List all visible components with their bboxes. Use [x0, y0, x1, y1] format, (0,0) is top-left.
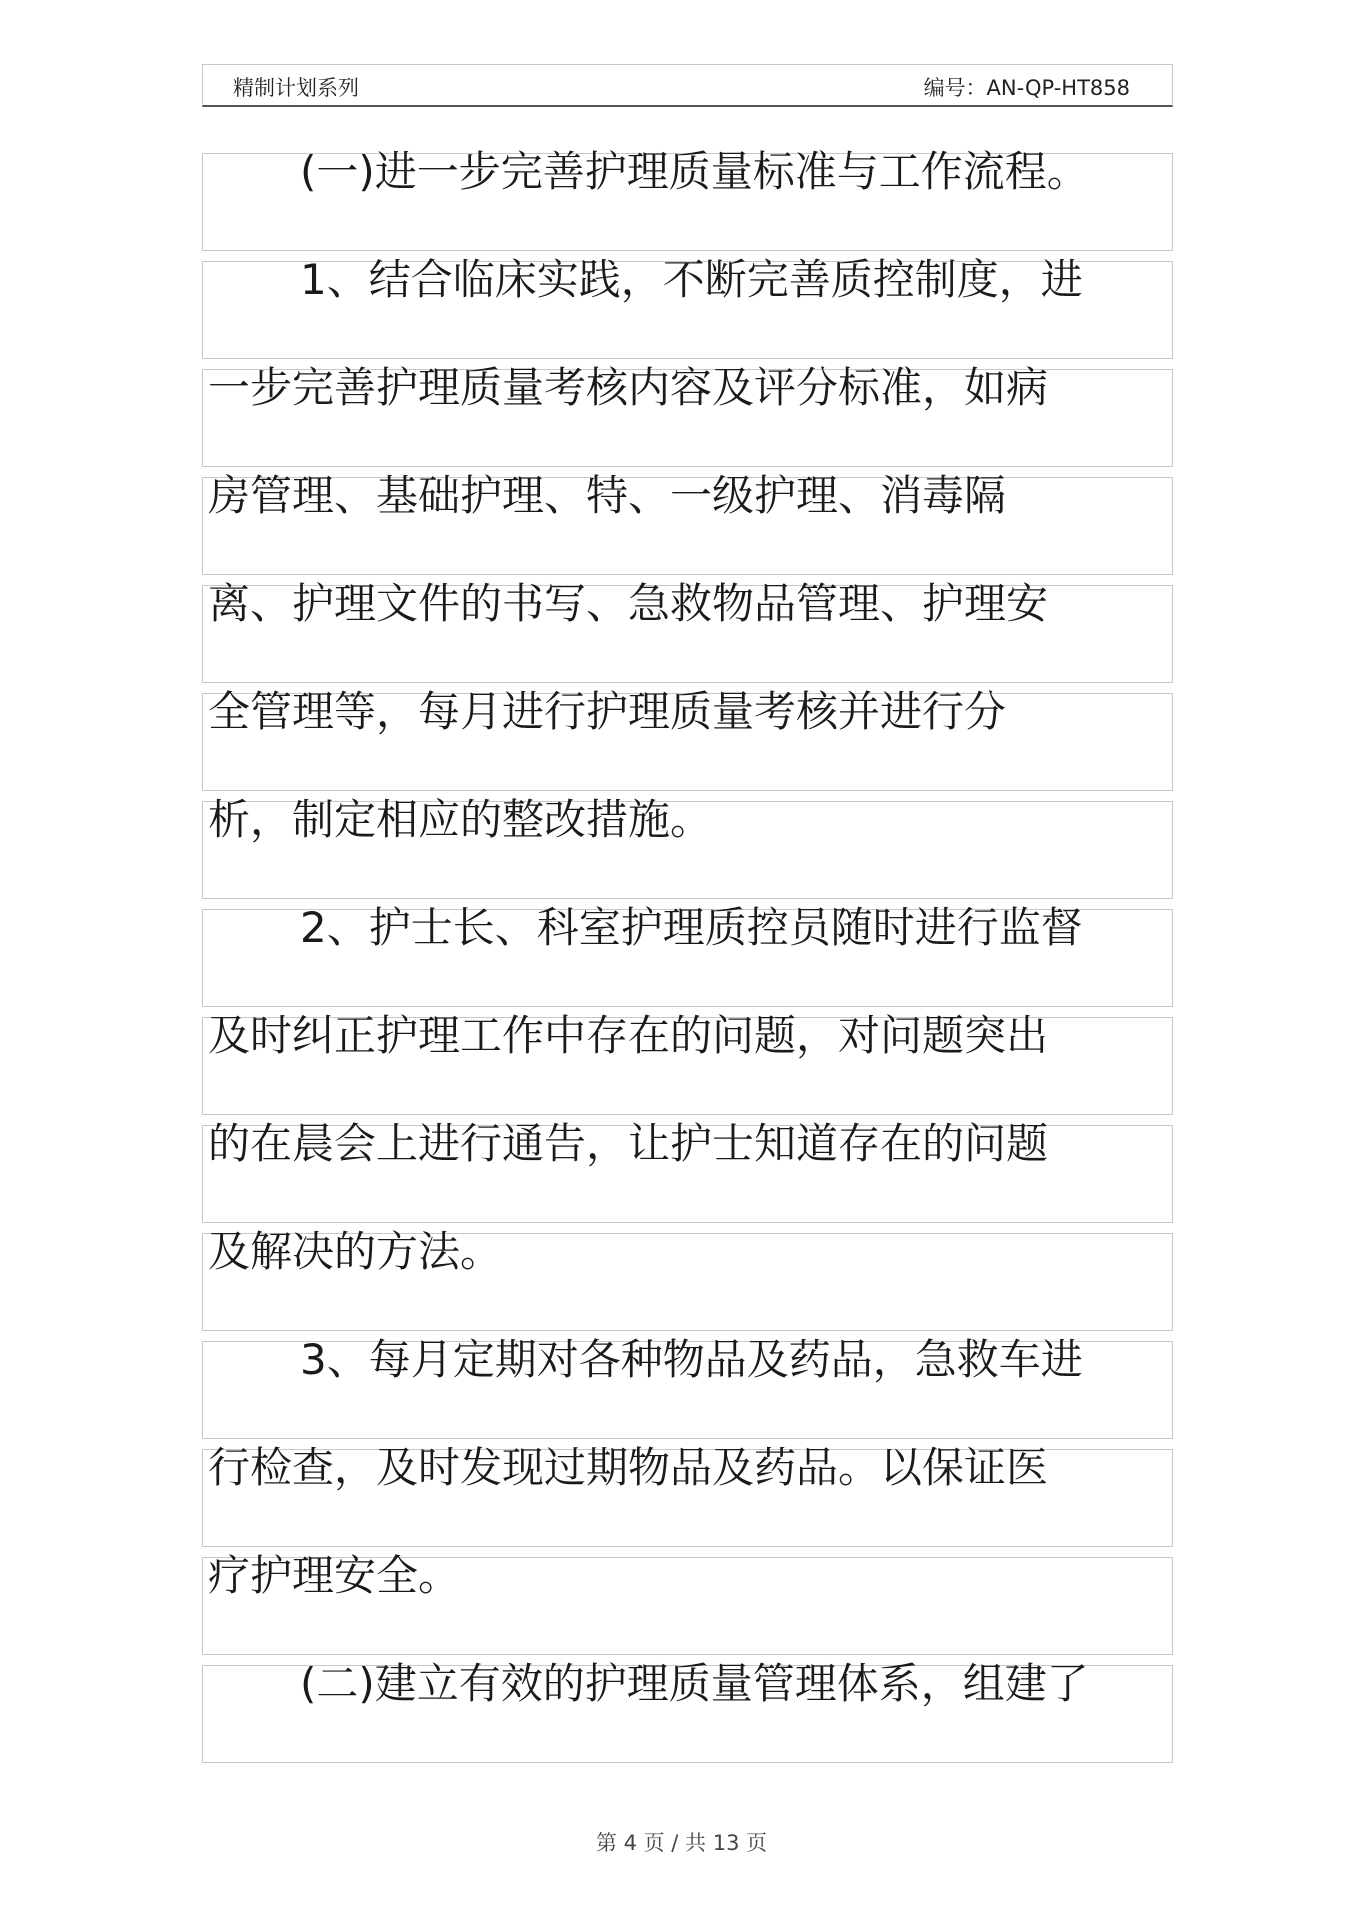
section-heading-2: (二)建立有效的护理质量管理体系，组建了	[300, 1659, 1089, 1708]
section-heading-1: (一)进一步完善护理质量标准与工作流程。	[300, 147, 1089, 196]
paragraph-line: 2、护士长、科室护理质控员随时进行监督	[300, 903, 1083, 952]
page-header	[202, 64, 1173, 107]
paragraph-line: 全管理等，每月进行护理质量考核并进行分	[208, 687, 1007, 736]
paragraph-line: 房管理、基础护理、特、一级护理、消毒隔	[208, 471, 1007, 520]
paragraph-line: 3、每月定期对各种物品及药品，急救车进	[300, 1335, 1083, 1384]
paragraph-line: 析，制定相应的整改措施。	[208, 795, 713, 844]
header-series-title: 精制计划系列	[233, 76, 359, 100]
paragraph-line: 离、护理文件的书写、急救物品管理、护理安	[208, 579, 1049, 628]
paragraph-line: 1、结合临床实践，不断完善质控制度，进	[300, 255, 1083, 304]
paragraph-line: 及时纠正护理工作中存在的问题，对问题突出	[208, 1011, 1049, 1060]
page-footer: 第 4 页 / 共 13 页	[595, 1831, 768, 1855]
header-doc-number: 编号：AN-QP-HT858	[923, 76, 1130, 100]
paragraph-line: 的在晨会上进行通告，让护士知道存在的问题	[208, 1119, 1049, 1168]
paragraph-line: 行检查，及时发现过期物品及药品。以保证医	[208, 1443, 1049, 1492]
paragraph-line: 疗护理安全。	[208, 1551, 461, 1600]
paragraph-line: 一步完善护理质量考核内容及评分标准，如病	[208, 363, 1049, 412]
paragraph-line: 及解决的方法。	[208, 1227, 503, 1276]
